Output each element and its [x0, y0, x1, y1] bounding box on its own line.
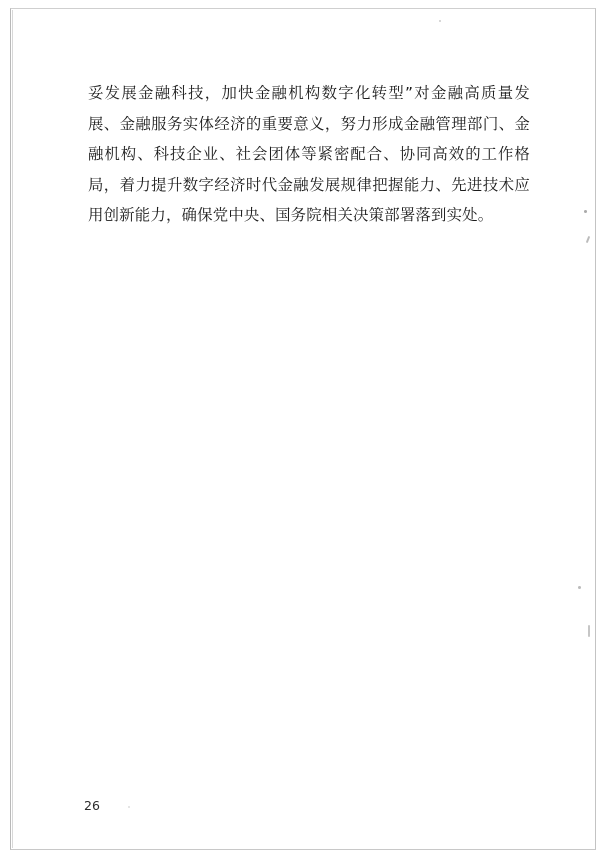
- scan-artifact-dot: [584, 210, 587, 213]
- scan-artifact-dot: [128, 806, 130, 808]
- scan-artifact-streak: [586, 236, 590, 243]
- scan-artifact-dot: [578, 586, 581, 589]
- scan-artifact-dot: [439, 20, 441, 22]
- body-paragraph: 妥发展金融科技，加快金融机构数字化转型”对金融高质量发展、金融服务实体经济的重要意义，努力形成金融管理部门、金融机构、科技企业、社会团体等紧密配合、协同高效的工作格局，着力提升数字经济时代金融发展规律把握能力、先进技术应用创新能力，确保党中央、国务院相关决策部署落到实处。: [88, 84, 530, 224]
- scan-artifact-streak: [588, 625, 590, 637]
- page-number: 26: [84, 798, 100, 813]
